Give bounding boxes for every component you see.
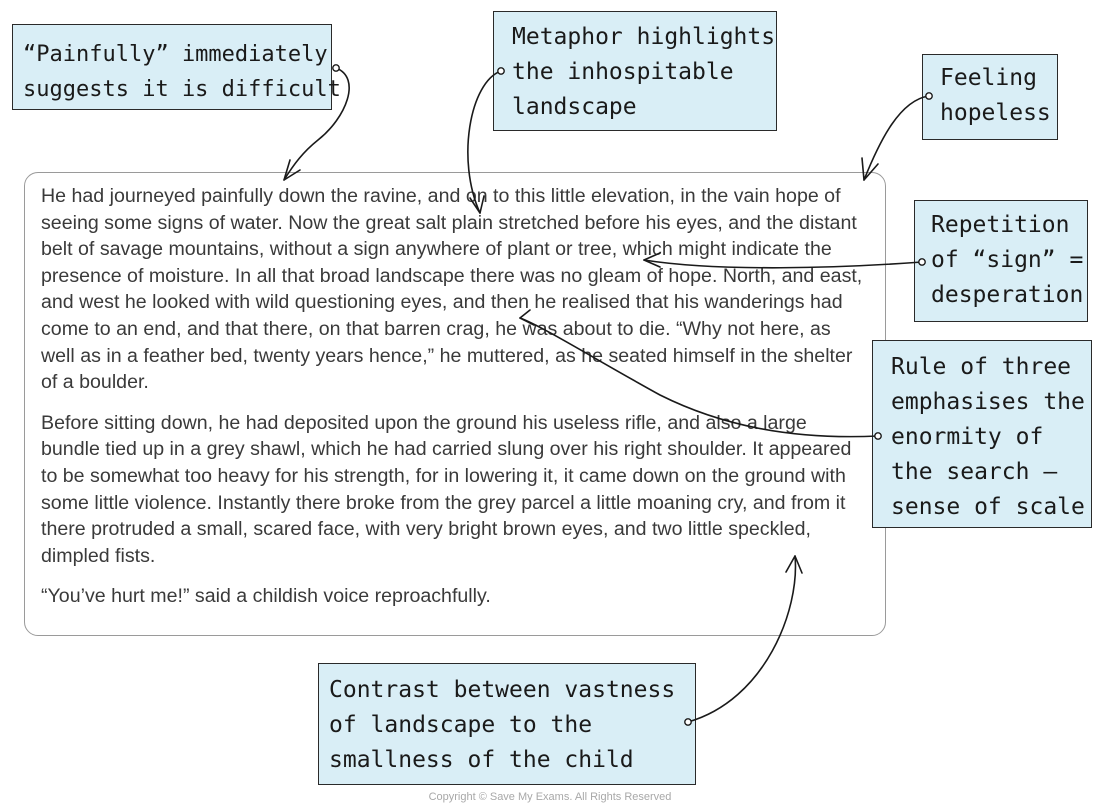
annotation-hopeless: [922, 54, 1058, 140]
annotation-line: Metaphor highlights: [512, 24, 776, 50]
annotation-line: Rule of three: [891, 354, 1072, 380]
annotation-line: the search —: [891, 459, 1058, 485]
annotation-repetition: [914, 200, 1088, 322]
copyright-notice: Copyright © Save My Exams. All Rights Reserved: [428, 791, 672, 803]
annotation-line: Repetition: [931, 212, 1070, 238]
annotation-line: hopeless: [940, 100, 1051, 126]
annotation-rule-of-three: [872, 340, 1092, 528]
annotation-line: Feeling: [940, 65, 1037, 91]
annotation-line: enormity of: [891, 424, 1044, 450]
annotation-line: desperation: [931, 282, 1084, 308]
annotation-line: emphasises the: [891, 389, 1085, 415]
extract-paragraph-3: “You’ve hurt me!” said a childish voice reproachfully.: [41, 585, 491, 608]
annotation-line: of landscape to the: [329, 712, 593, 738]
annotation-metaphor: [493, 11, 777, 131]
annotation-line: of “sign” =: [931, 247, 1084, 273]
extract-paragraph-2: Before sitting down, he had deposited upon the ground his useless rifle, and also a large bundle tied up in a grey shawl, which he had carried slung over his right shoulder. It appeared to be somewhat too heavy for his strength, for in lowering it, it came down on the ground with some little violence. Instantly there broke from the grey parcel a little moaning cry, and from it there protruded a small, scared face, with very bright brown eyes, and two little speckled, dimpled fists.: [41, 411, 852, 567]
annotation-line: sense of scale: [891, 494, 1085, 520]
extract-paragraph-1: He had journeyed painfully down the ravine, and on to this little elevation, in the vain hope of seeing some signs of water. Now the great salt plain stretched before his eyes, and the distant belt of savage mountains, without a sign anywhere of plant or tree, which might indicate the presence of moisture. In all that broad landscape there was no gleam of hope. North, and east, and west he looked with wild questioning eyes, and then he realised that his wanderings had come to an end, and that there, on that barren crag, he was about to die. “Why not here, as well as in a feather bed, twenty years hence,” he muttered, as he seated himself in the shelter of a boulder.: [41, 185, 863, 394]
annotation-line: “Painfully” immediately: [23, 42, 328, 67]
annotation-line: the inhospitable: [512, 59, 734, 85]
annotation-painfully: [12, 24, 341, 110]
extract-text-box: [24, 172, 886, 636]
annotation-contrast: [318, 663, 696, 785]
annotation-line: landscape: [512, 94, 637, 120]
annotation-line: smallness of the child: [329, 747, 634, 773]
annotation-line: Contrast between vastness: [329, 677, 676, 703]
annotation-line: suggests it is difficult: [23, 77, 341, 102]
